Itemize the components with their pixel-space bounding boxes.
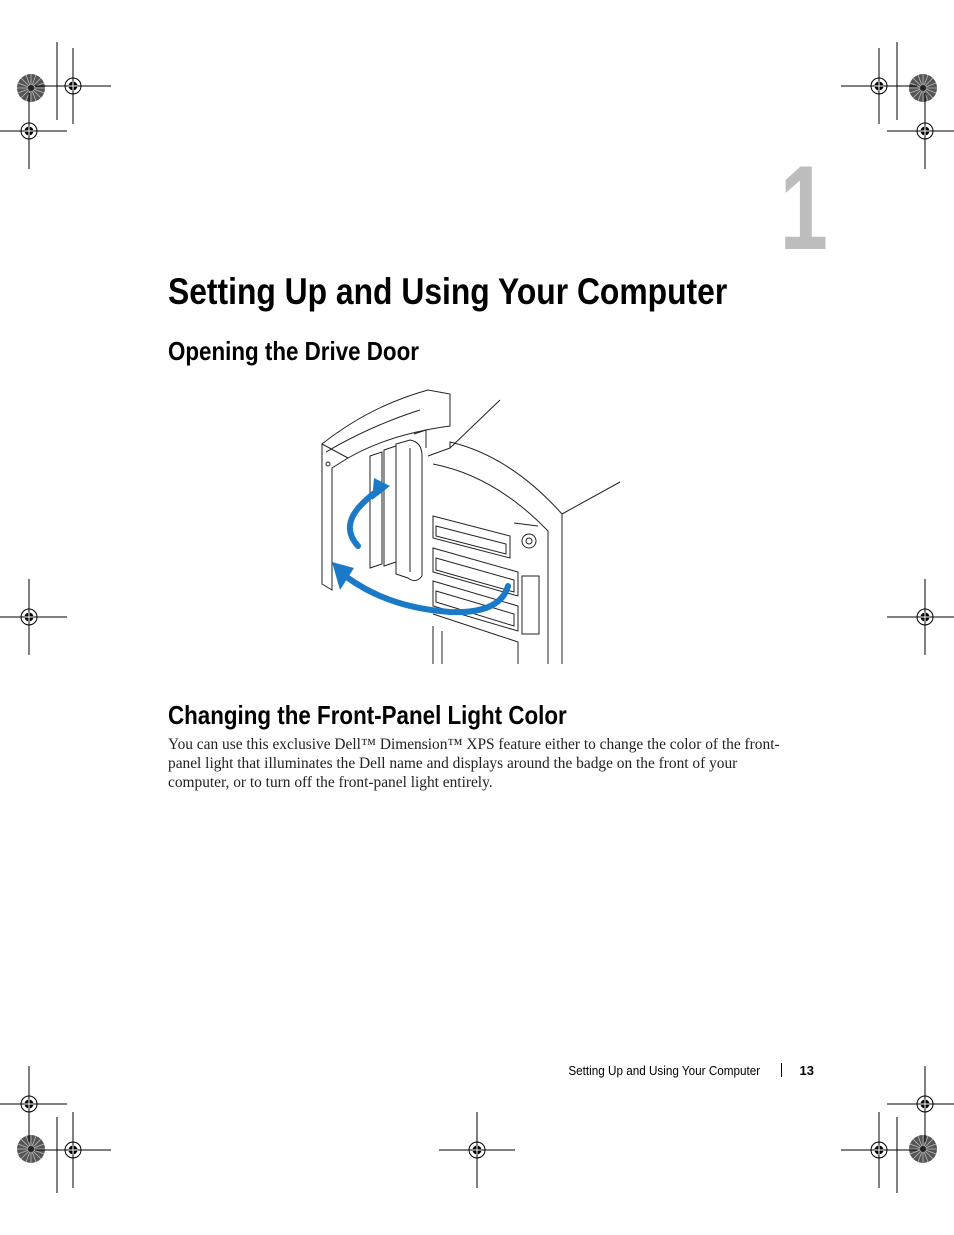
page-footer (547, 1060, 814, 1080)
page-number: 13 (799, 1062, 814, 1078)
footer-running-title: Setting Up and Using Your Computer (568, 1062, 761, 1078)
section-heading-front-panel-light: Changing the Front-Panel Light Color (168, 700, 567, 730)
footer-separator (781, 1063, 782, 1077)
chapter-number: 1 (779, 141, 828, 275)
drive-door-illustration (310, 386, 630, 668)
chapter-title: Setting Up and Using Your Computer (168, 271, 728, 312)
section-heading-drive-door: Opening the Drive Door (168, 336, 419, 366)
body-paragraph: You can use this exclusive Dell™ Dimension™ XPS feature either to change the color of the front-panel light that illuminates the Dell name and displays around the badge on the front of your computer, or to turn off the front-panel light entirely. (168, 736, 780, 791)
